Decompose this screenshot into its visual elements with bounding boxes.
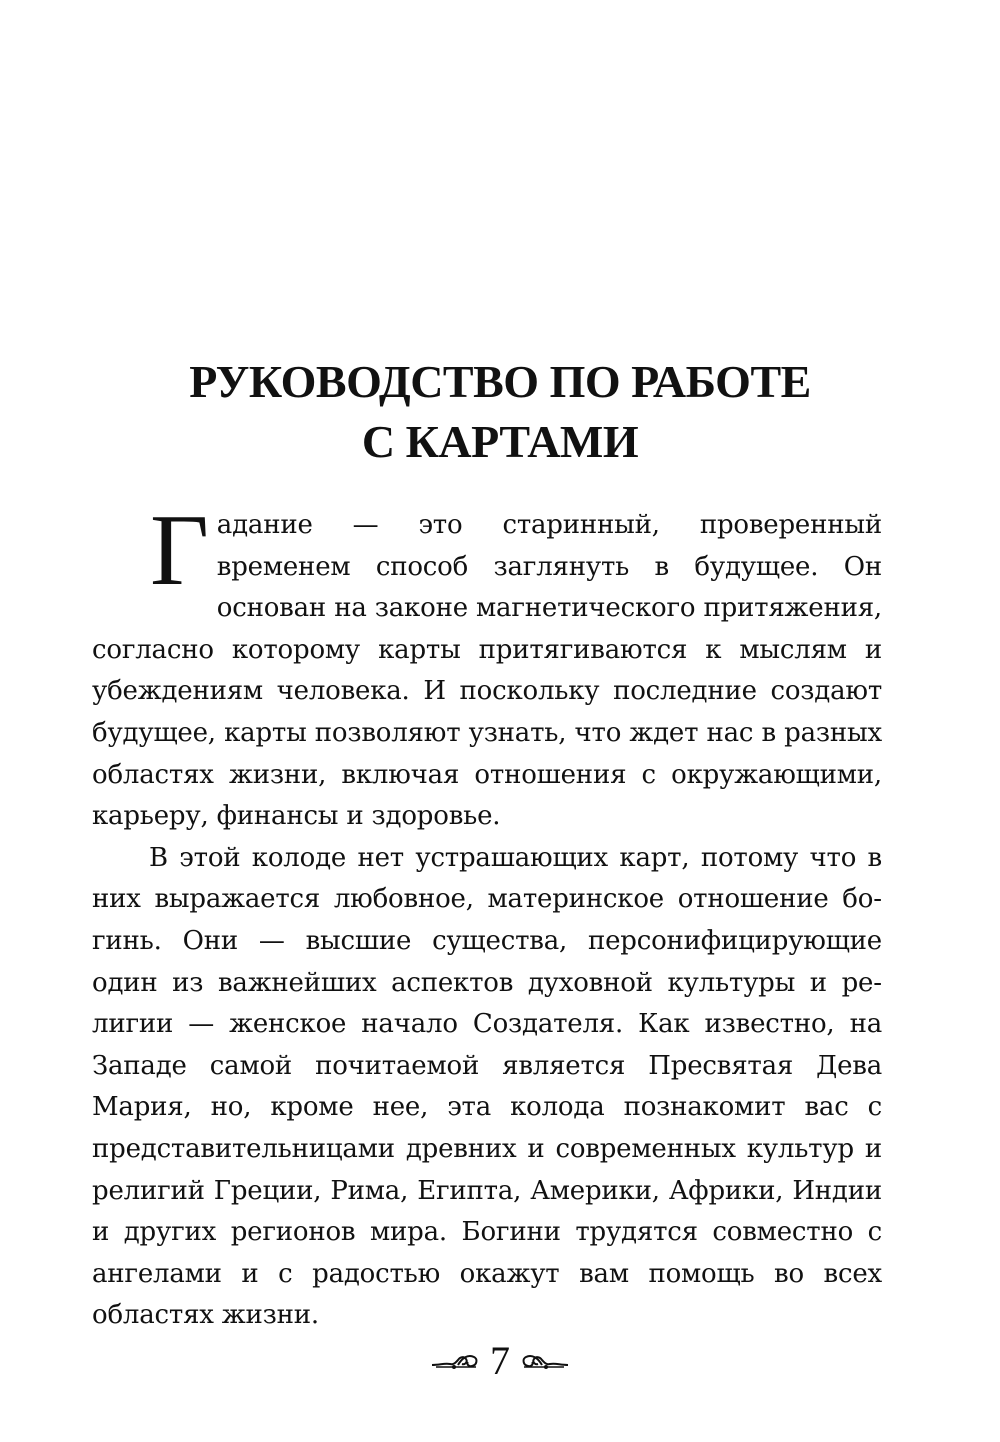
paragraph-1: [92, 494, 882, 838]
flourish-right-icon: [520, 1350, 570, 1372]
paragraph-2: В этой колоде нет устрашающих карт, потому что в них выражается любовное, материнское отношение богинь. Они — высшие существа, персонифицирующие один из важнейших аспектов духовной культуры и религии — женское начало Создателя. Как известно, на Западе самой почитаемой является Пресвятая Дева Мария, но, кроме нее, эта колода познакомит вас с представительницами древних и современных культур и религий Греции, Рима, Египта, Америки, Африки, Индии и других регионов мира. Богини трудятся совместно с ангелами и с радостью окажут вам помощь во всех областях жизни.: [92, 842, 882, 1331]
paragraph-1-text: адание — это старинный, проверенный временем способ заглянуть в будущее. Он основан на законе магнетического притяжения, согласно которому карты притягиваются к мыслям и убеждениям человека. И поскольку последние создают будущее, карты позволяют узнать, что ждет нас в разных областях жизни, включая отношения с окружающими, карьеру, финансы и здоровье.: [92, 510, 882, 832]
chapter-title-line-2: С КАРТАМИ: [361, 416, 639, 467]
drop-cap: Г: [150, 494, 209, 607]
page-footer: [0, 1336, 1000, 1386]
chapter-title: [90, 352, 910, 472]
flourish-left-icon: [430, 1350, 480, 1372]
page-number: 7: [490, 1338, 510, 1383]
chapter-title-line-1: РУКОВОДСТВО ПО РАБОТЕ: [189, 356, 811, 407]
body-text: [92, 494, 882, 1337]
